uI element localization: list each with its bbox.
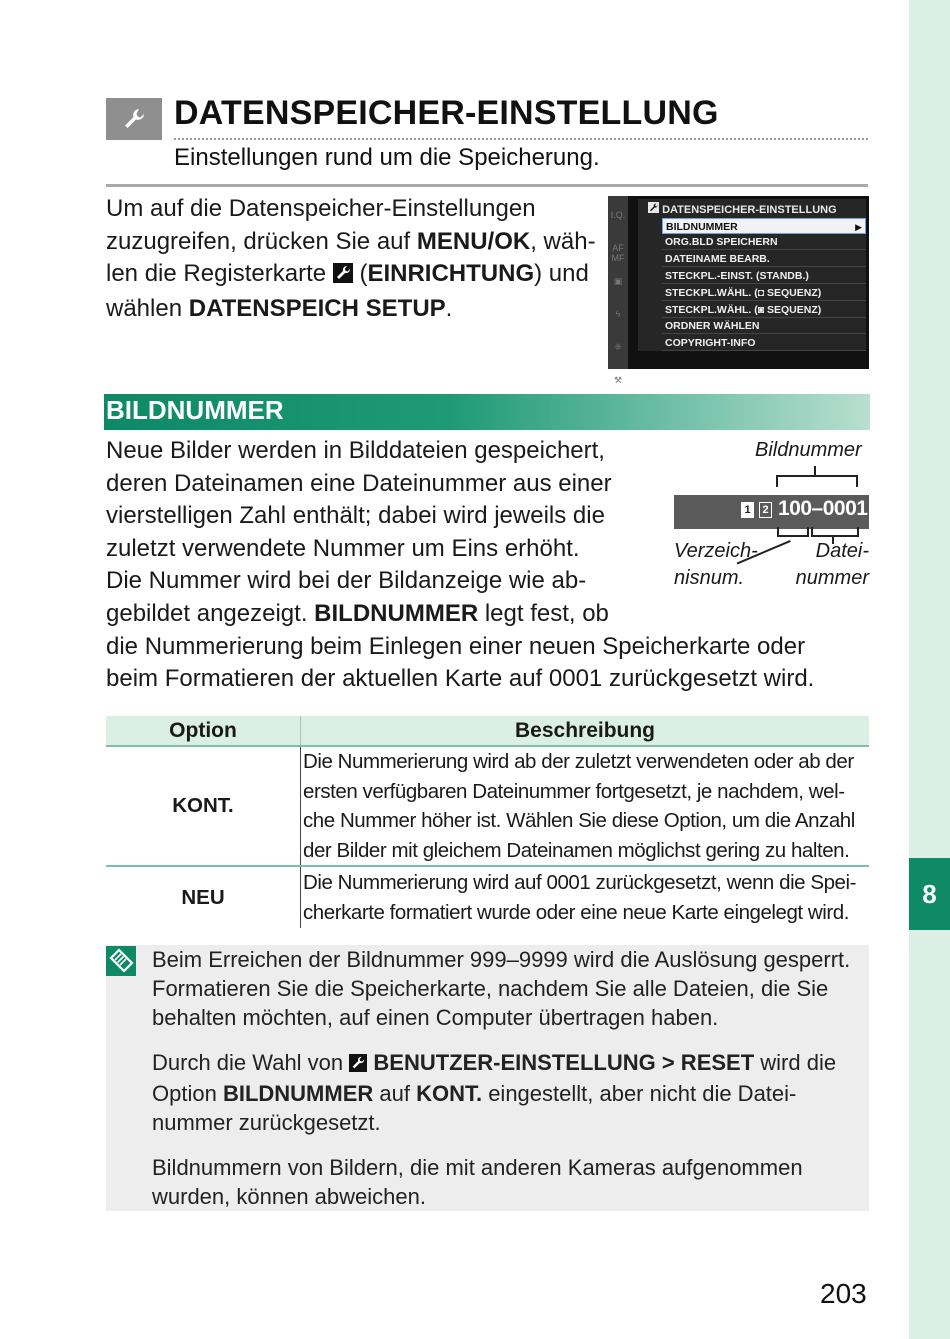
camera-menu-side-tabs xyxy=(608,196,628,385)
arrow-right-icon: ▶ xyxy=(855,222,862,232)
camera-menu-item[interactable]: STECKPL.WÄHL. (◘ SEQUENZ) xyxy=(662,285,866,301)
camera-menu-item-bildnummer[interactable]: BILDNUMMER ▶ xyxy=(662,218,866,234)
menu-ok-label: MENU/OK xyxy=(416,227,531,255)
title-divider xyxy=(174,138,868,140)
camera-menu-screenshot xyxy=(608,196,869,385)
settings-icon: ⁜ xyxy=(614,342,622,352)
section-title: BILDNUMMER xyxy=(106,395,284,425)
figure-label-dateinummer: Datei- nummer xyxy=(795,540,869,589)
section-body-paragraph: Neue Bilder werden in Bilddateien gespeichert, deren Dateinamen eine Dateinummer aus einer vierstelligen Zahl enthält; dabei wird jeweils die zuletzt verwendete Nummer um Eins erhöht. Die Nummer wird bei der Bildanzeige wie ab- gebildet angezeigt. BILDNUMMER legt fest, ob die Nummerierung beim Einlegen einer neuen Speicherkarte oder beim Formatieren der aktuellen Karte auf 0001 zurückgesetzt wird. xyxy=(106,437,815,693)
note-text xyxy=(152,945,864,1227)
options-table xyxy=(106,716,869,928)
intro-paragraph: Um auf die Datenspeicher-Einstellungen zuzugreifen, drücken Sie auf MENU/OK, wäh-len die Registerkarte (EINRICHTUNG) und wählen DATENSPEICH SETUP. xyxy=(106,195,596,322)
table-row xyxy=(106,746,869,866)
option-description: Die Nummerierung wird ab der zuletzt verwendeten oder ab der ersten verfügbaren Dateinummer fortgesetzt, je nachdem, wel-che Nummer höher ist. Wählen Sie diese Option, um die Anzahl der Bilder mit gleichem Dateinamen möglichst gering zu halten. xyxy=(301,746,870,866)
note-paragraph: Beim Erreichen der Bildnummer 999–9999 wird die Auslösung gesperrt. Formatieren Sie die Speicherkarte, nachdem Sie alle Dateien, die Sie behalten möchten, auf einen Computer übertragen haben. xyxy=(152,947,851,1030)
card-slot-1-icon: 1 xyxy=(741,502,754,518)
page-title: DATENSPEICHER-EINSTELLUNG xyxy=(174,94,719,132)
wrench-icon xyxy=(648,202,659,213)
table-row xyxy=(106,866,869,928)
option-name: NEU xyxy=(106,866,301,928)
table-header-description: Beschreibung xyxy=(301,716,870,746)
camera-menu-item[interactable]: DATEINAME BEARB. xyxy=(662,251,866,267)
figure-image-number: 100–0001 xyxy=(778,497,868,520)
note-paragraph: Durch die Wahl von BENUTZER-EINSTELLUNG > RESET wird die Option BILDNUMMER auf KONT. eingestellt, aber nicht die Datei-nummer zurückgesetzt. xyxy=(152,1050,837,1135)
camera-menu-item[interactable]: ORDNER WÄHLEN xyxy=(662,318,866,334)
wrench-icon: ⚒ xyxy=(613,375,623,385)
figure-bracket-top xyxy=(776,475,858,487)
wrench-icon xyxy=(349,1050,367,1079)
option-name: KONT. xyxy=(106,746,301,866)
camera-menu-item[interactable]: STECKPL.WÄHL. (◙ SEQUENZ) xyxy=(662,302,866,318)
image-quality-icon: I.Q. xyxy=(610,210,626,220)
figure-bracket-left xyxy=(777,527,809,537)
camera-menu-item[interactable]: STECKPL.-EINST. (STANDB.) xyxy=(662,268,866,284)
camera-menu-item[interactable]: ORG.BLD SPEICHERN xyxy=(662,234,866,250)
card-slot-2-icon: 2 xyxy=(759,502,772,518)
chapter-number: 8 xyxy=(922,878,937,909)
af-mf-icon: AF MF xyxy=(611,243,625,263)
figure-number-bar xyxy=(674,495,869,529)
table-header-option: Option xyxy=(106,716,301,746)
note-box xyxy=(106,945,869,1211)
camera-menu-item[interactable]: COPYRIGHT-INFO xyxy=(662,335,866,351)
wrench-icon xyxy=(106,98,162,140)
figure-label-bildnummer: Bildnummer xyxy=(755,439,862,461)
movie-camera-icon: ◙ xyxy=(757,304,765,316)
page-number: 203 xyxy=(820,1278,867,1309)
wrench-icon xyxy=(333,260,353,293)
flash-icon: ϟ xyxy=(615,309,621,319)
camera-icon: ◘ xyxy=(757,287,765,299)
note-icon xyxy=(106,946,136,976)
page-subtitle: Einstellungen rund um die Speicherung. xyxy=(174,144,600,171)
subtitle-rule xyxy=(106,184,868,187)
section-header xyxy=(104,394,870,430)
camera-menu-header: DATENSPEICHER-EINSTELLUNG xyxy=(648,202,837,216)
figure-label-verzeichnis: Verzeich- nisnum. xyxy=(674,540,758,589)
note-paragraph: Bildnummern von Bildern, die mit anderen Kameras aufgenommen wurden, können abweichen. xyxy=(152,1155,803,1209)
side-strip xyxy=(909,0,950,1339)
figure-leader-top xyxy=(814,466,816,476)
camera-icon: ▣ xyxy=(613,276,623,286)
figure-bracket-right xyxy=(811,527,859,537)
option-description: Die Nummerierung wird auf 0001 zurückgesetzt, wenn die Spei-cherkarte formatiert wurde oder eine neue Karte eingelegt wird. xyxy=(303,871,856,924)
chapter-tab xyxy=(909,858,950,930)
